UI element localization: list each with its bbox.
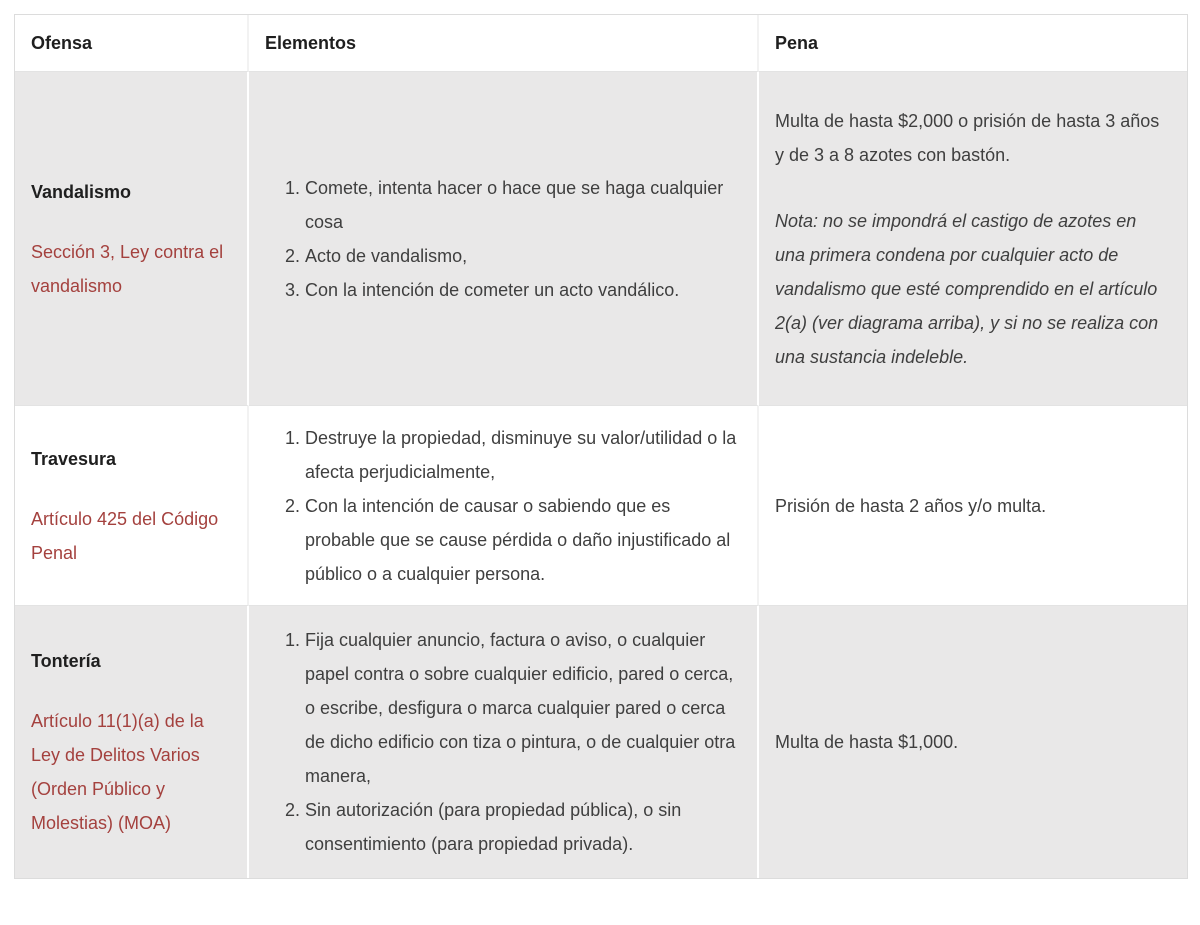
offense-name: Tontería xyxy=(31,651,101,671)
elements-list xyxy=(265,171,741,307)
element-item: 2. Acto de vandalismo, xyxy=(305,239,741,273)
penalty-cell xyxy=(759,72,1187,406)
column-header-elementos: Elementos xyxy=(249,15,759,72)
law-reference-link[interactable]: Artículo 425 del Código Penal xyxy=(31,508,219,563)
law-reference xyxy=(31,235,231,303)
elements-cell xyxy=(249,406,759,606)
elements-cell xyxy=(249,72,759,406)
element-item: 2. Con la intención de causar o sabiendo que es probable que se cause pérdida o daño injustificado al público o a cualquier persona. xyxy=(305,489,741,591)
offense-cell xyxy=(15,72,249,406)
table-row-travesura xyxy=(15,406,1187,606)
offense-name: Vandalismo xyxy=(31,181,132,202)
column-header-pena: Pena xyxy=(759,15,1187,72)
penalty-note: Nota: no se impondrá el castigo de azotes en una primera condena por cualquier acto de vandalismo que esté comprendido en el artículo 2(a) (ver diagrama arriba), y si no se realiza con una sustancia indeleble. xyxy=(775,210,1159,367)
penalty-cell xyxy=(759,606,1187,878)
elements-list xyxy=(265,623,741,861)
law-reference-link[interactable]: Sección 3, Ley contra el vandalismo xyxy=(31,241,224,296)
offense-cell xyxy=(15,406,249,606)
table-row-tonteria xyxy=(15,606,1187,878)
penalty-cell xyxy=(759,406,1187,606)
header-row xyxy=(15,15,1187,72)
element-item: 3. Con la intención de cometer un acto vandálico. xyxy=(305,273,741,307)
offenses-table xyxy=(14,14,1188,879)
element-item: 1. Fija cualquier anuncio, factura o aviso, o cualquier papel contra o sobre cualquier edificio, pared o cerca, o escribe, desfigura o marca cualquier pared o cerca de dicho edificio con tiza o pintura, o de cualquier otra manera, xyxy=(305,623,741,793)
penalty-text: Multa de hasta $1,000. xyxy=(775,732,959,752)
element-item: 2. Sin autorización (para propiedad pública), o sin consentimiento (para propiedad privada). xyxy=(305,793,741,861)
law-reference xyxy=(31,502,231,570)
elements-cell xyxy=(249,606,759,878)
table-row-vandalismo xyxy=(15,72,1187,406)
element-item: 1. Destruye la propiedad, disminuye su valor/utilidad o la afecta perjudicialmente, xyxy=(305,421,741,489)
penalty-text: Multa de hasta $2,000 o prisión de hasta 3 años y de 3 a 8 azotes con bastón. xyxy=(775,110,1160,165)
column-header-ofensa: Ofensa xyxy=(15,15,249,72)
penalty-text: Prisión de hasta 2 años y/o multa. xyxy=(775,495,1047,516)
elements-list xyxy=(265,421,741,591)
law-reference-link[interactable]: Artículo 11(1)(a) de la Ley de Delitos Varios (Orden Público y Molestias) (MOA) xyxy=(31,711,204,833)
law-reference xyxy=(31,704,231,840)
offense-name: Travesura xyxy=(31,448,117,469)
element-item: 1. Comete, intenta hacer o hace que se haga cualquier cosa xyxy=(305,171,741,239)
offense-cell xyxy=(15,606,249,878)
